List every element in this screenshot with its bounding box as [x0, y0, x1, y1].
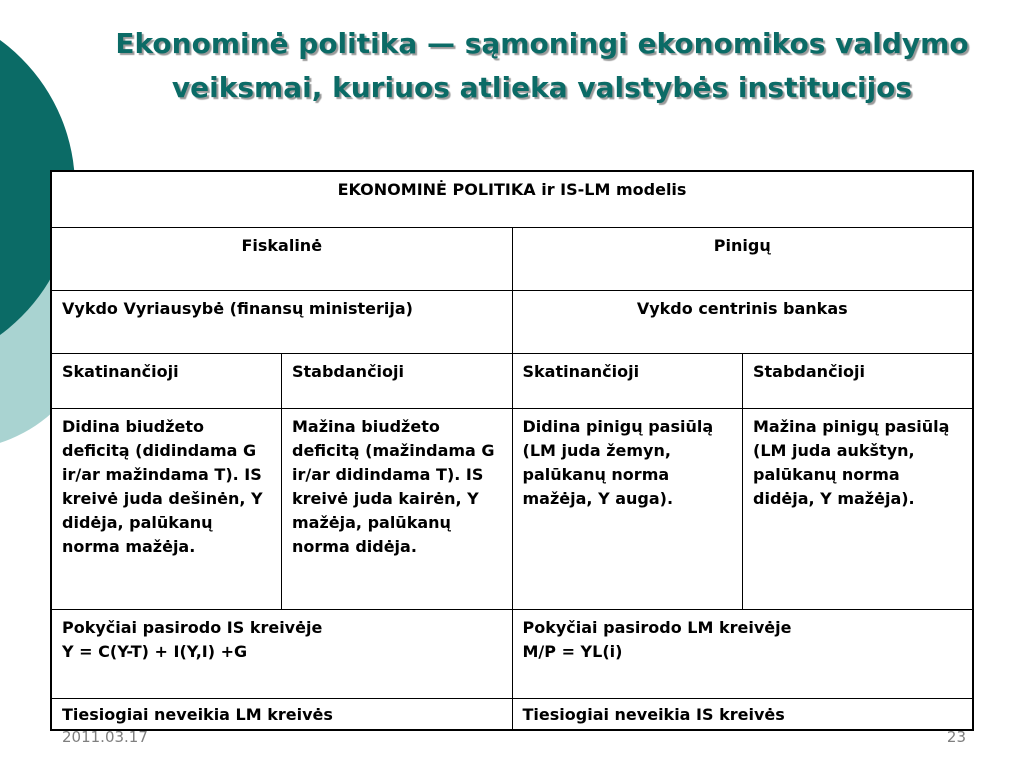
policy-table [50, 170, 974, 731]
effect-cell: Mažina biudžeto deficitą (mažindama G ir/ar didindama T). IS kreivė juda kairėn, Y mažėja, palūkanų norma didėja. [282, 409, 513, 610]
not-affected-monetary: Tiesiogiai neveikia IS kreivės [512, 699, 973, 731]
subtype-cell: Stabdančioji [282, 354, 513, 409]
slide-title: Ekonominė politika — sąmoningi ekonomikos valdymo veiksmai, kuriuos atlieka valstybės institucijos [115, 27, 969, 104]
effect-cell: Didina biudžeto deficitą (didindama G ir/ar mažindama T). IS kreivė juda dešinėn, Y didėja, palūkanų norma mažėja. [51, 409, 282, 610]
policy-type-monetary: Pinigų [512, 228, 973, 291]
effect-cell: Didina pinigų pasiūlą (LM juda žemyn, palūkanų norma mažėja, Y auga). [512, 409, 743, 610]
table-row [51, 228, 973, 291]
table-row [51, 354, 973, 409]
subtype-cell: Stabdančioji [743, 354, 974, 409]
slide-page-number: 23 [946, 728, 966, 746]
subtype-cell: Skatinančioji [512, 354, 743, 409]
table-header: EKONOMINĖ POLITIKA ir IS-LM modelis [51, 171, 973, 228]
changes-cell-monetary [512, 610, 973, 699]
changes-text: Pokyčiai pasirodo LM kreivėje [522, 618, 792, 637]
subtype-cell: Skatinančioji [51, 354, 282, 409]
changes-cell-fiscal [51, 610, 512, 699]
table-row [51, 171, 973, 228]
table-row [51, 409, 973, 610]
changes-text: Pokyčiai pasirodo IS kreivėje [62, 618, 323, 637]
table-row [51, 699, 973, 731]
lm-formula: M/P = YL(i) [522, 642, 623, 661]
executor-fiscal: Vykdo Vyriausybė (finansų ministerija) [51, 291, 512, 354]
not-affected-fiscal: Tiesiogiai neveikia LM kreivės [51, 699, 512, 731]
executor-monetary: Vykdo centrinis bankas [512, 291, 973, 354]
slide-date: 2011.03.17 [62, 728, 148, 746]
policy-type-fiscal: Fiskalinė [51, 228, 512, 291]
is-formula: Y = C(Y-T) + I(Y,I) +G [62, 642, 248, 661]
table-row [51, 291, 973, 354]
effect-cell: Mažina pinigų pasiūlą (LM juda aukštyn, palūkanų norma didėja, Y mažėja). [743, 409, 974, 610]
table-row [51, 610, 973, 699]
